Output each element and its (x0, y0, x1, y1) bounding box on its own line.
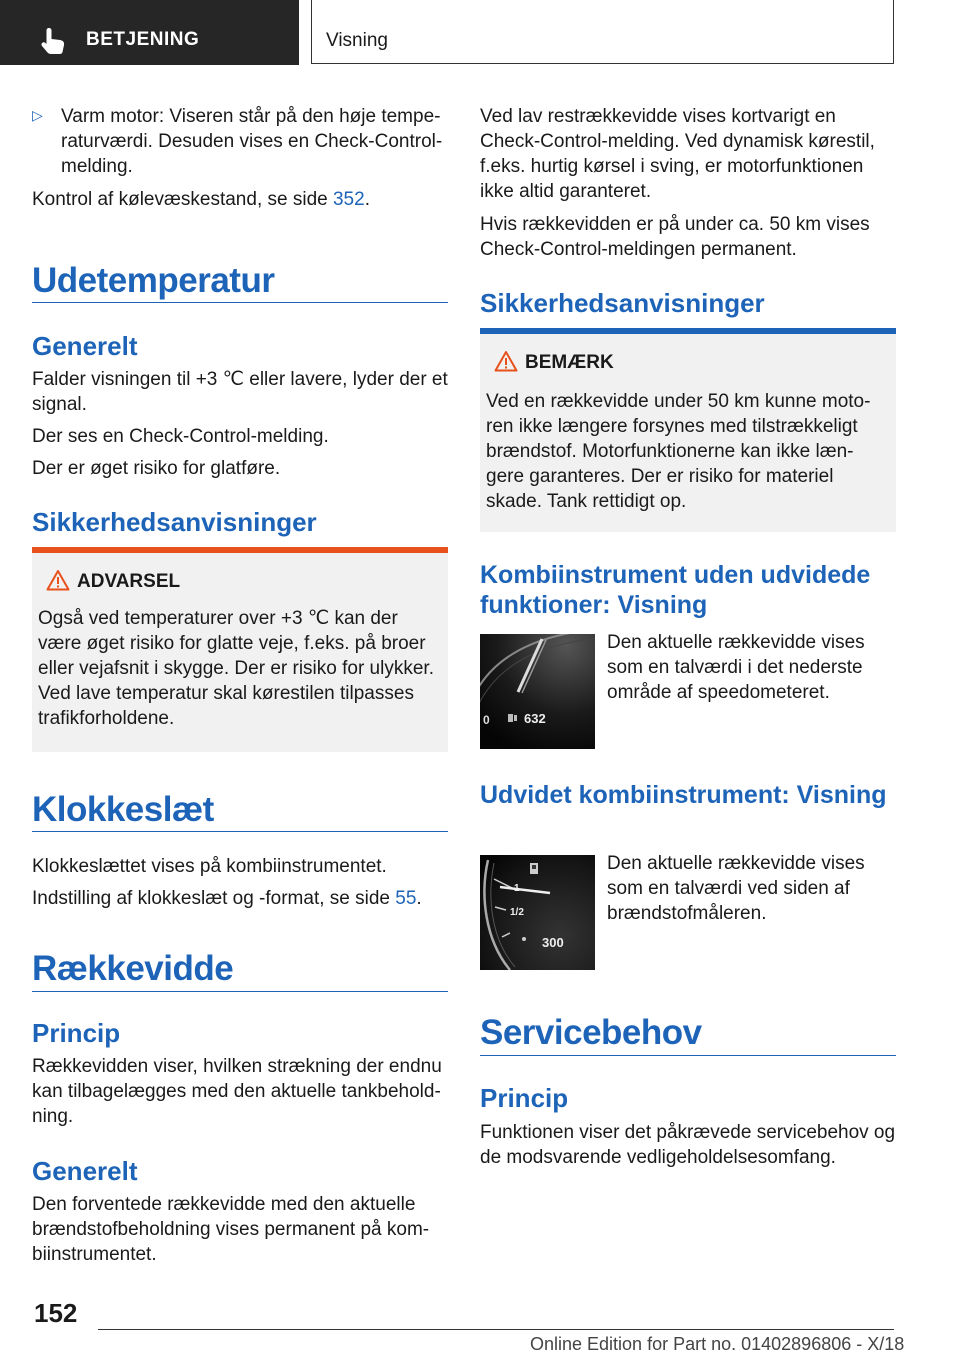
section-title-raekkevidde: Rækkevidde (32, 949, 234, 988)
subsection-title-sikkerhed-right: Sikkerhedsanvisninger (480, 288, 765, 318)
paragraph: Funktionen viser det påkrævede servicebehov og de modsvarende vedligeholdelsesomfang. (480, 1122, 896, 1168)
paragraph: Rækkevidden viser, hvilken strækning der endnu kan tilbagelægges med den aktuelle tankbehold- ning. (32, 1056, 442, 1127)
page-link-55[interactable]: 55 (395, 888, 417, 909)
speedometer-zero-label: 0 (483, 713, 490, 727)
paragraph: Den aktuelle rækkevidde vises som en talværdi i det nederste område af speedometeret. (607, 632, 865, 703)
header-section-title: BETJENING (86, 29, 200, 50)
page-number: 152 (34, 1298, 78, 1328)
notice-box (480, 328, 896, 532)
subsection-title-generelt: Generelt (32, 331, 138, 361)
notice-text: Ved en rækkevidde under 50 km kunne moto- ren ikke længere forsynes med tilstrækkeligt brændstof. Motorfunktionerne kan ikke læn- gere garanteres. Der er risiko for materiel skade. Tank rettidigt op. (486, 391, 871, 512)
bullet-marker: ▷ (32, 107, 43, 123)
paragraph: Ved lav restrækkevidde vises kortvarigt en Check-Control-melding. Ved dynamisk kørestil, f.eks. hurtig kørsel i sving, er motorfunktionen ikke altid garanteret. (480, 106, 875, 202)
subsection-title-generelt-2: Generelt (32, 1156, 138, 1186)
warning-triangle-icon (46, 569, 70, 591)
paragraph: Klokkeslættet vises på kombiinstrumentet. (32, 856, 387, 877)
subsection-title-kombi-basic: Kombiinstrument uden udvidede funktioner: Visning (480, 561, 871, 619)
range-value-label: 632 (524, 711, 546, 726)
footer-edition: Online Edition for Part no. 01402896806 - X/18 (530, 1334, 905, 1354)
fuel-full-label: 1 (514, 883, 520, 894)
header-subsection-title: Visning (326, 30, 388, 51)
fuel-gauge-illustration (480, 855, 595, 970)
fuel-gauge-image (480, 855, 595, 970)
paragraph: Den forventede rækkevidde med den aktuelle brændstofbeholdning vises permanent på kom- biinstrumentet. (32, 1194, 430, 1265)
klokke-paragraph: Indstilling af klokkeslæt og -format, se side 55. (32, 888, 422, 909)
paragraph: Falder visningen til +3 ℃ eller lavere, lyder der et signal. (32, 369, 448, 415)
notice-bar (480, 328, 896, 334)
kontrol-paragraph: Kontrol af kølevæskestand, se side 352. (32, 189, 370, 210)
paragraph: Den aktuelle rækkevidde vises som en talværdi ved siden af brændstofmåleren. (607, 853, 865, 924)
notice-title: BEMÆRK (525, 352, 614, 373)
paragraph: Der er øget risiko for glatføre. (32, 458, 281, 479)
header-section-tab (0, 0, 299, 65)
warning-bar (32, 547, 448, 553)
paragraph: Hvis rækkevidden er på under ca. 50 km vises Check-Control-meldingen permanent. (480, 214, 870, 260)
speedometer-range-image (480, 634, 595, 749)
warning-text: Også ved temperaturer over +3 ℃ kan der være øget risiko for glatte veje, f.eks. på broer eller vejafsnit i skygge. Der er risiko for ulykker. Ved lave temperatur skal kørestilen tilpasses trafikforholdene. (38, 608, 434, 729)
section-rule (480, 1055, 896, 1056)
pointing-hand-icon (40, 27, 66, 55)
subsection-title-kombi-extended: Udvidet kombiinstrument: Visning (480, 781, 887, 809)
speed-300-label: 300 (542, 935, 564, 950)
subsection-title-princip: Princip (32, 1018, 121, 1048)
section-title-servicebehov: Servicebehov (480, 1013, 702, 1052)
section-title-klokkeslaet: Klokkeslæt (32, 790, 214, 829)
warning-triangle-icon (494, 350, 518, 372)
subsection-title-sikkerhed: Sikkerhedsanvisninger (32, 507, 317, 537)
subsection-title-princip-right: Princip (480, 1083, 569, 1113)
page-link-352[interactable]: 352 (332, 189, 365, 210)
fuel-half-label: 1/2 (510, 907, 524, 918)
warning-title: ADVARSEL (77, 571, 181, 592)
bullet-item (32, 104, 448, 179)
section-rule (32, 831, 448, 832)
footer-rule (98, 1329, 894, 1330)
warning-box (32, 547, 448, 752)
section-rule (32, 302, 448, 303)
bullet-text: Varm motor: Viseren står på den høje tempe- raturværdi. Desuden vises en Check-Control- melding. (61, 106, 443, 177)
section-title-udetemperatur: Udetemperatur (32, 261, 275, 300)
speedometer-illustration (480, 634, 595, 749)
header-subsection-tab (311, 0, 894, 64)
paragraph: Der ses en Check-Control-melding. (32, 426, 329, 447)
section-rule (32, 991, 448, 992)
